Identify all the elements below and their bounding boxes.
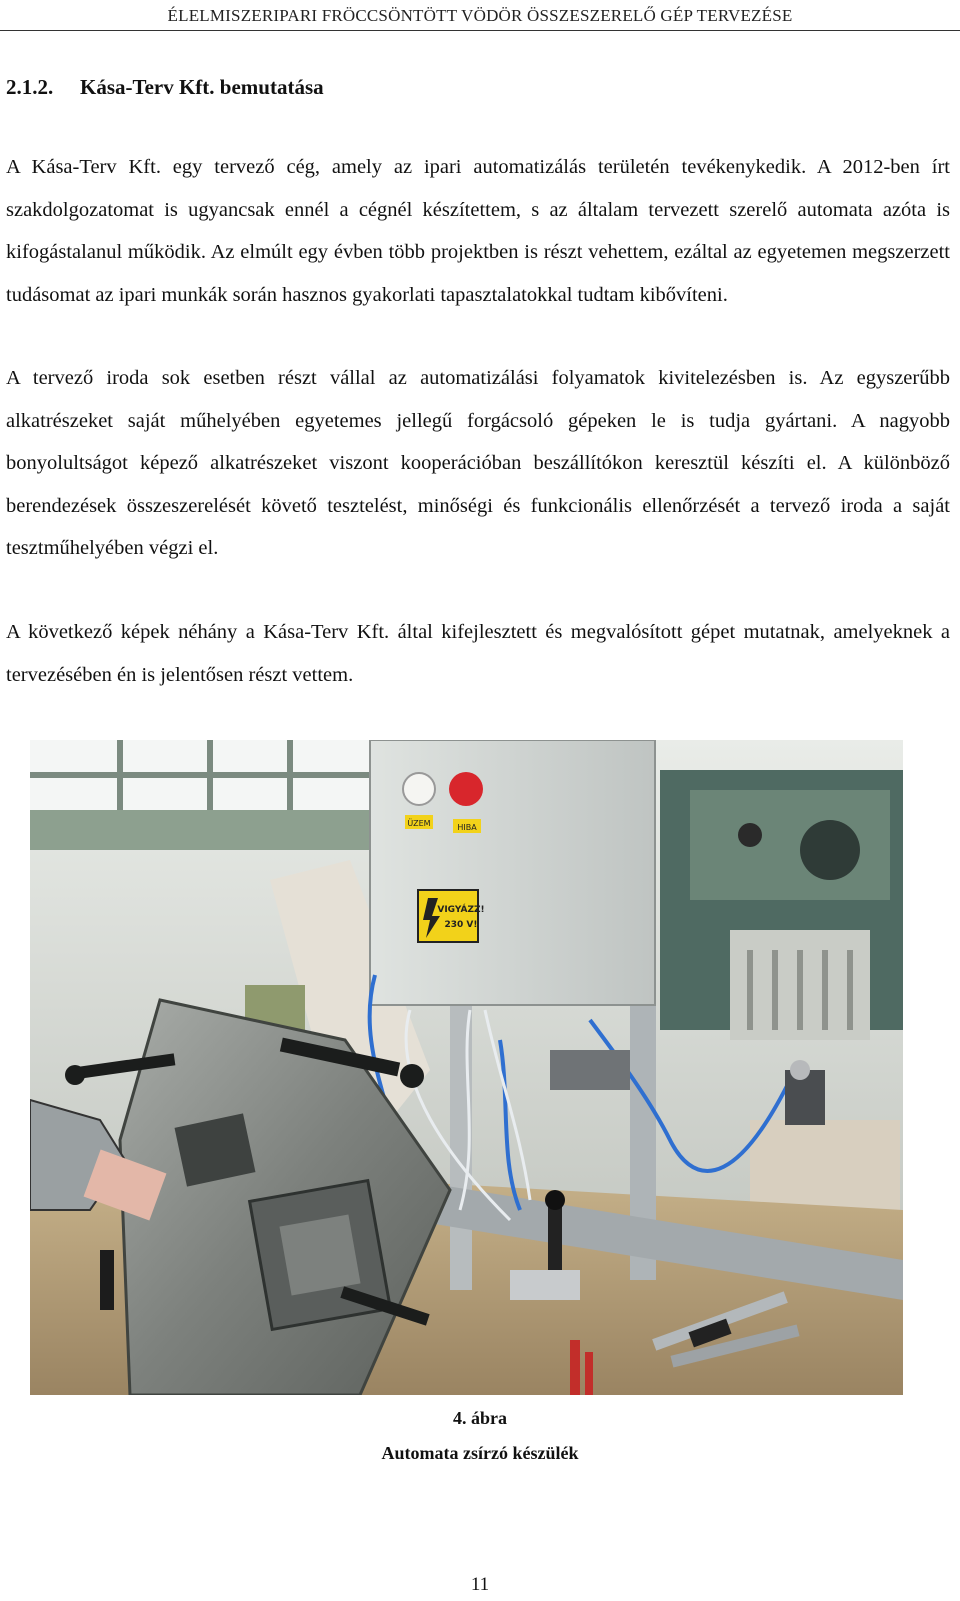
section-heading — [6, 75, 324, 100]
paragraph-office-work: A tervező iroda sok esetben részt vállal az automatizálási folyamatok kivitelezésben is. Az egyszerűbb alkatrészeket saját műhelyében egyetemes jellegű forgácsoló gépeken le is tudja gyártani. A nagyobb bonyolultságot képező alkatrészeket viszont kooperációban beszállítókon keresztül készíti el. A különböző berendezések összeszerelését követő tesztelést, minőségi és funkcionális ellenőrzését a tervező iroda a saját tesztműhelyében végzi el. — [6, 367, 950, 559]
warning-text-line2: 230 V! — [444, 920, 478, 930]
section-number: 2.1.2. — [6, 75, 54, 99]
figure-photo — [30, 740, 903, 1395]
start-label: ÜZEM — [407, 819, 431, 828]
valve-knob — [545, 1190, 565, 1210]
valve-block — [510, 1270, 580, 1300]
window-ledge — [30, 810, 370, 850]
header-rule — [0, 30, 960, 31]
lathe-knob — [738, 823, 762, 847]
lathe-control-panel — [690, 790, 890, 900]
lathe-wheel — [800, 820, 860, 880]
section-title: Kása-Terv Kft. bemutatása — [80, 75, 324, 99]
fault-label: HIBA — [457, 823, 477, 832]
figure-caption-number: 4. ábra — [453, 1408, 507, 1428]
page-number: 11 — [470, 1574, 490, 1595]
gripper-handle — [100, 1250, 114, 1310]
jig-inner-slot — [279, 1214, 360, 1295]
valve-stem — [548, 1205, 562, 1270]
sensor-connector — [790, 1060, 810, 1080]
warning-text-line1: VIGYÁZZ! — [437, 905, 485, 915]
paragraph-images-intro: A következő képek néhány a Kása-Terv Kft. által kifejlesztett és megvalósított gépet mutatnak, amelyeknek a tervezésében én is jelentősen részt vettem. — [6, 621, 950, 686]
running-header: ÉLELMISZERIPARI FRÖCCSÖNTÖTT VÖDÖR ÖSSZESZERELŐ GÉP TERVEZÉSE — [167, 6, 793, 25]
figure-caption-title: Automata zsírzó készülék — [381, 1443, 579, 1463]
stop-button — [449, 772, 483, 806]
pneumatic-cylinder — [550, 1050, 630, 1090]
paragraph-company-intro: A Kása-Terv Kft. egy tervező cég, amely az ipari automatizálás területén tevékenykedik. A 2012-ben írt szakdolgozatomat is ugyancsak ennél a cégnél készítettem, s az általam tervezett szerelő automata azóta is kifogástalanul működik. Az elmúlt egy évben több projektben is részt vehettem, ezáltal az egyetemen megszerzett tudásomat az ipari munkák során hasznos gyakorlati tapasztalatokkal tudtam kibővíteni. — [6, 156, 950, 306]
start-button — [403, 773, 435, 805]
